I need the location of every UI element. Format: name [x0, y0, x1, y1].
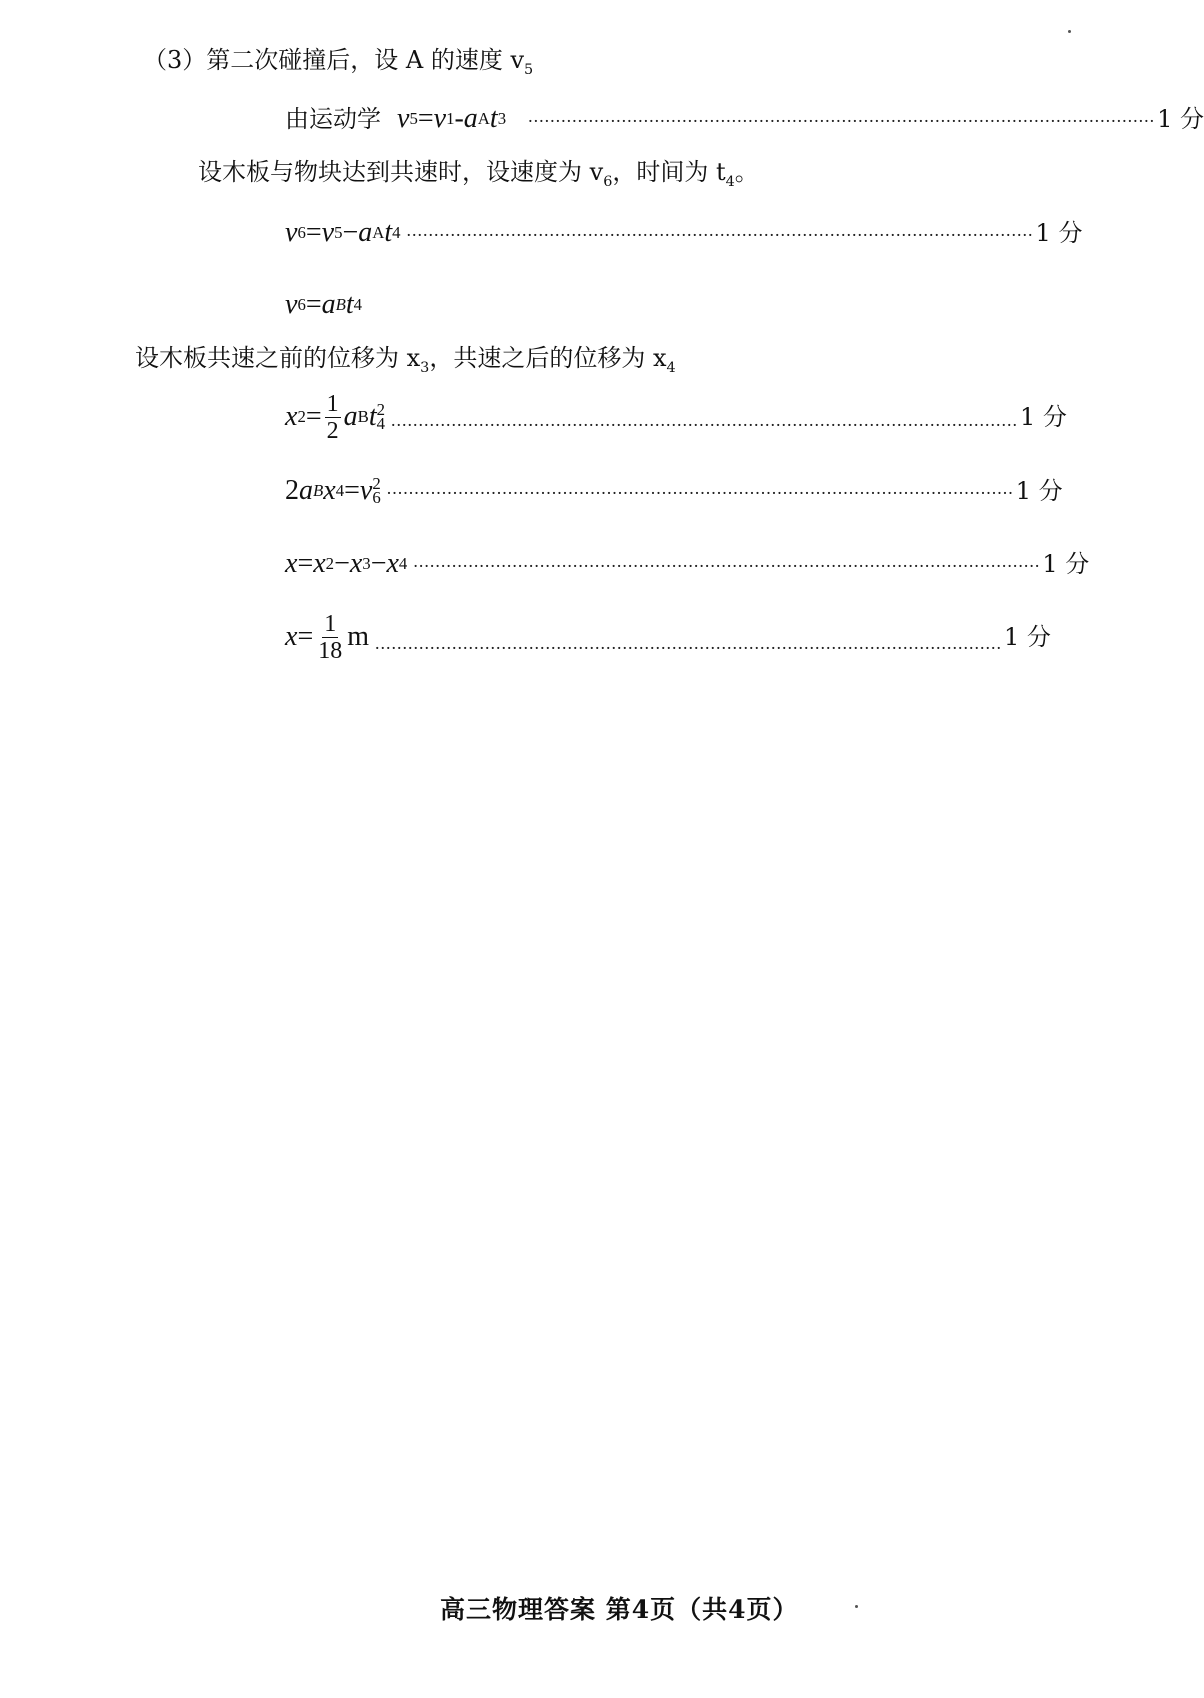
kinematics-label: 由运动学	[285, 105, 381, 133]
section-3-intro	[143, 45, 534, 78]
equation-v6-b	[285, 287, 362, 323]
equation-v5-formula: v 5 = v 1 - a A t 3	[397, 103, 507, 134]
equation-x-formula: x = x 2 − x 3 − x 4	[285, 548, 408, 579]
score-label: 1 分	[1004, 623, 1051, 651]
equation-x2-formula: x 2 = $\frac{1}{2}$ a B t 2 4	[285, 390, 385, 444]
sentence-common-speed: 设木板与物块达到共速时，设速度为 $v_6$，时间为 $t_4$。	[198, 158, 759, 190]
score-label: 1 分	[1042, 550, 1090, 578]
leader-dots: ..................................................................................................................	[386, 478, 1014, 498]
sentence-displacement: 设木板共速之前的位移为 $x_3$，共速之后的位移为 $x_4$	[135, 344, 676, 376]
score-label: 1 分	[1157, 105, 1204, 133]
leader-dots: ..................................................................................................................	[375, 633, 1003, 653]
equation-v6-b-formula: v 6 = a B t 4	[285, 289, 363, 320]
equation-x-result-formula: x = $\frac{1}{18}$ m	[285, 610, 370, 664]
leader-dots: ..................................................................................................................	[413, 551, 1041, 571]
equation-x-result	[285, 607, 1051, 667]
section-3-intro-sub: 5	[524, 61, 534, 78]
equation-v6-a	[285, 212, 1083, 254]
fraction-one-eighteenth: $\frac{1}{18}$	[318, 610, 343, 664]
equation-x2	[285, 390, 1067, 444]
leader-dots: ..................................................................................................................	[391, 410, 1018, 430]
leader-dots: ..................................................................................................................	[406, 220, 1034, 240]
page-footer: 高三物理答案 第4页（共4页）	[440, 1595, 799, 1624]
score-label: 1 分	[1035, 219, 1083, 247]
leader-dots: ..................................................................................................................	[528, 106, 1156, 126]
score-label: 1 分	[1020, 403, 1067, 431]
scan-speck	[1068, 30, 1071, 33]
equation-v6-a-formula: v 6 = v 5 − a A t 4	[285, 217, 401, 248]
equation-2aBx4-formula: 2 a B x 4 = v 2 6	[285, 474, 381, 507]
equation-x	[285, 543, 1090, 585]
equation-v5	[285, 98, 1204, 140]
fraction-one-half: $\frac{1}{2}$	[326, 390, 339, 444]
score-label: 1 分	[1015, 477, 1063, 505]
scan-speck	[855, 1605, 858, 1608]
equation-2aBx4	[285, 470, 1063, 512]
section-3-intro-text: （3）第二次碰撞后，设 A 的速度 v	[143, 46, 525, 74]
